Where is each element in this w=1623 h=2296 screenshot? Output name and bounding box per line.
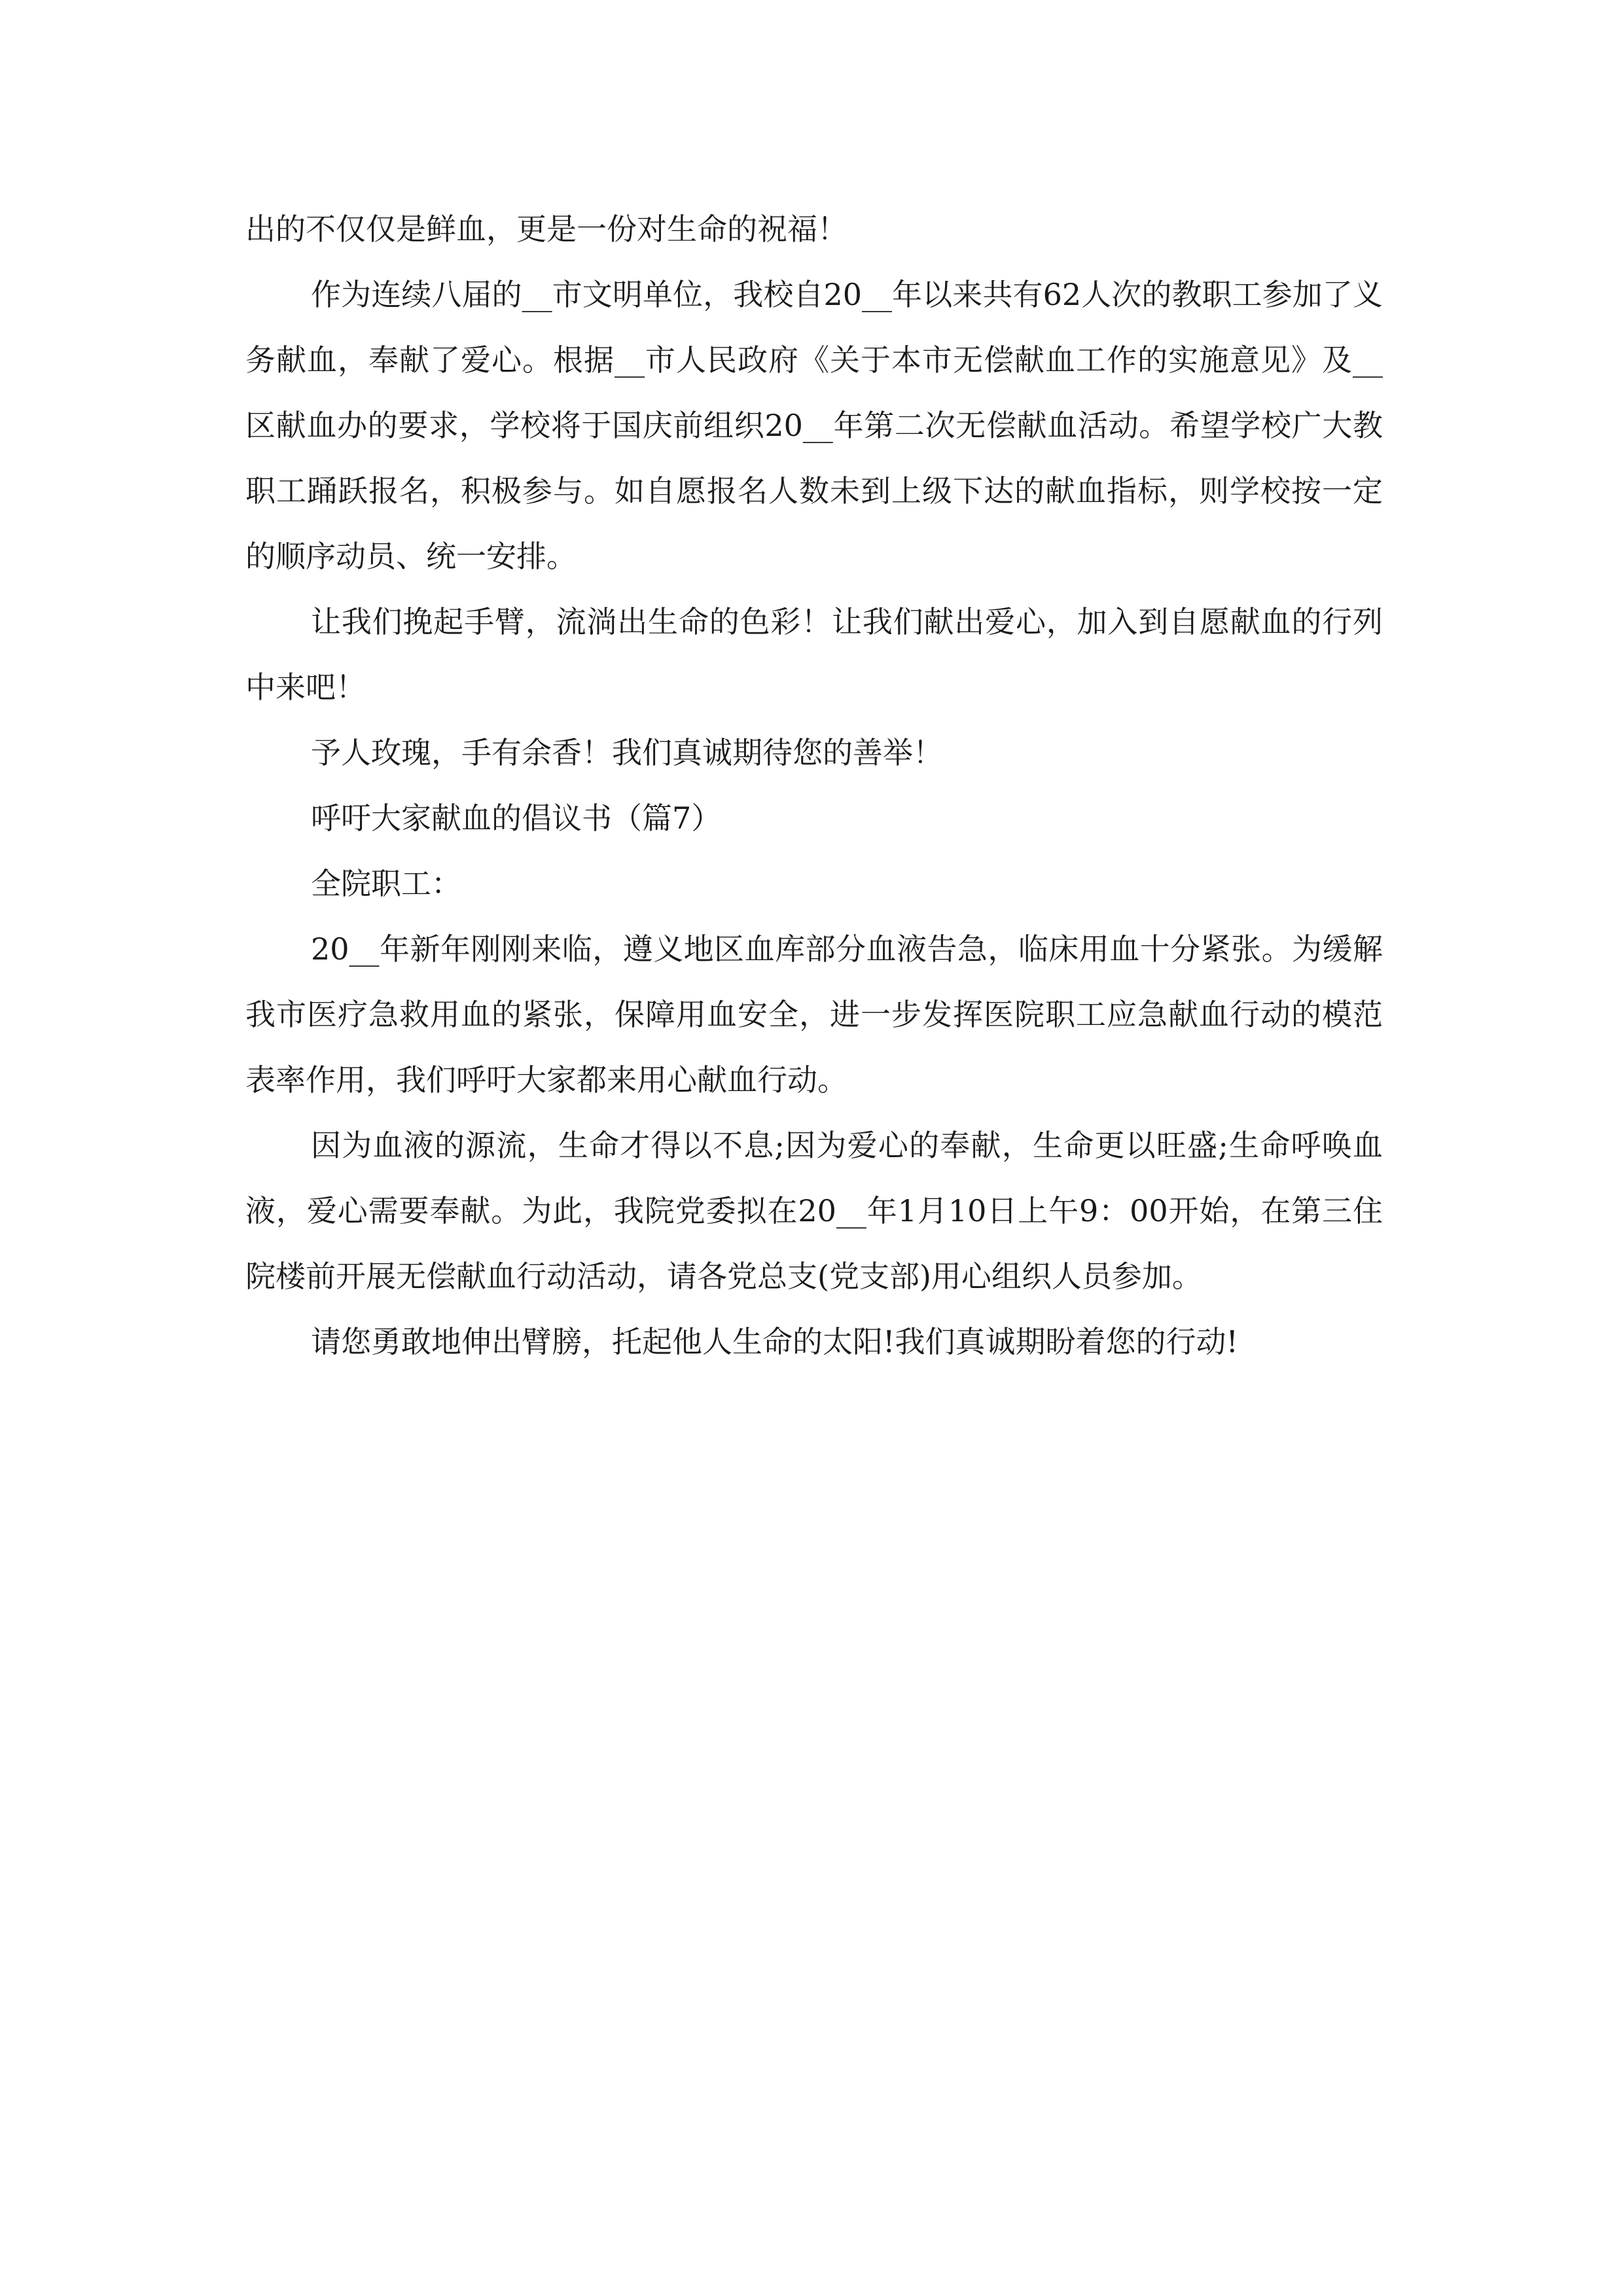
paragraph-closing: 请您勇敢地伸出臂膀，托起他人生命的太阳!我们真诚期盼着您的行动! bbox=[311, 1324, 1238, 1359]
document-body bbox=[245, 196, 1383, 1374]
paragraph-roses: 予人玫瑰，手有余香！我们真诚期待您的善举！ bbox=[311, 735, 943, 770]
paragraph-continuation: 出的不仅仅是鲜血，更是一份对生命的祝福！ bbox=[245, 211, 847, 247]
salutation: 全院职工： bbox=[311, 866, 461, 901]
paragraph-blood-source: 因为血液的源流，生命才得以不息;因为爱心的奉献，生命更以旺盛;生命呼唤血液，爱心需要奉献。为此，我院党委拟在20__年1月10日上午9：00开始，在第三住院楼前开展无偿献血行动活动，请各党总支(党支部)用心组织人员参加。 bbox=[245, 1128, 1383, 1294]
section-heading: 呼吁大家献血的倡议书（篇7） bbox=[311, 800, 722, 836]
paragraph-new-year-shortage: 20__年新年刚刚来临，遵义地区血库部分血液告急，临床用血十分紧张。为缓解我市医疗急救用血的紧张，保障用血安全，进一步发挥医院职工应急献血行动的模范表率作用，我们呼吁大家都来用心献血行动。 bbox=[245, 931, 1383, 1098]
paragraph-school-blood-drive: 作为连续八届的__市文明单位，我校自20__年以来共有62人次的教职工参加了义务献血，奉献了爱心。根据__市人民政府《关于本市无偿献血工作的实施意见》及__区献血办的要求，学校将于国庆前组织20__年第二次无偿献血活动。希望学校广大教职工踊跃报名，积极参与。如自愿报名人数未到上级下达的献血指标，则学校按一定的顺序动员、统一安排。 bbox=[245, 277, 1383, 574]
paragraph-call-to-action: 让我们挽起手臂，流淌出生命的色彩！让我们献出爱心，加入到自愿献血的行列中来吧！ bbox=[245, 604, 1383, 705]
